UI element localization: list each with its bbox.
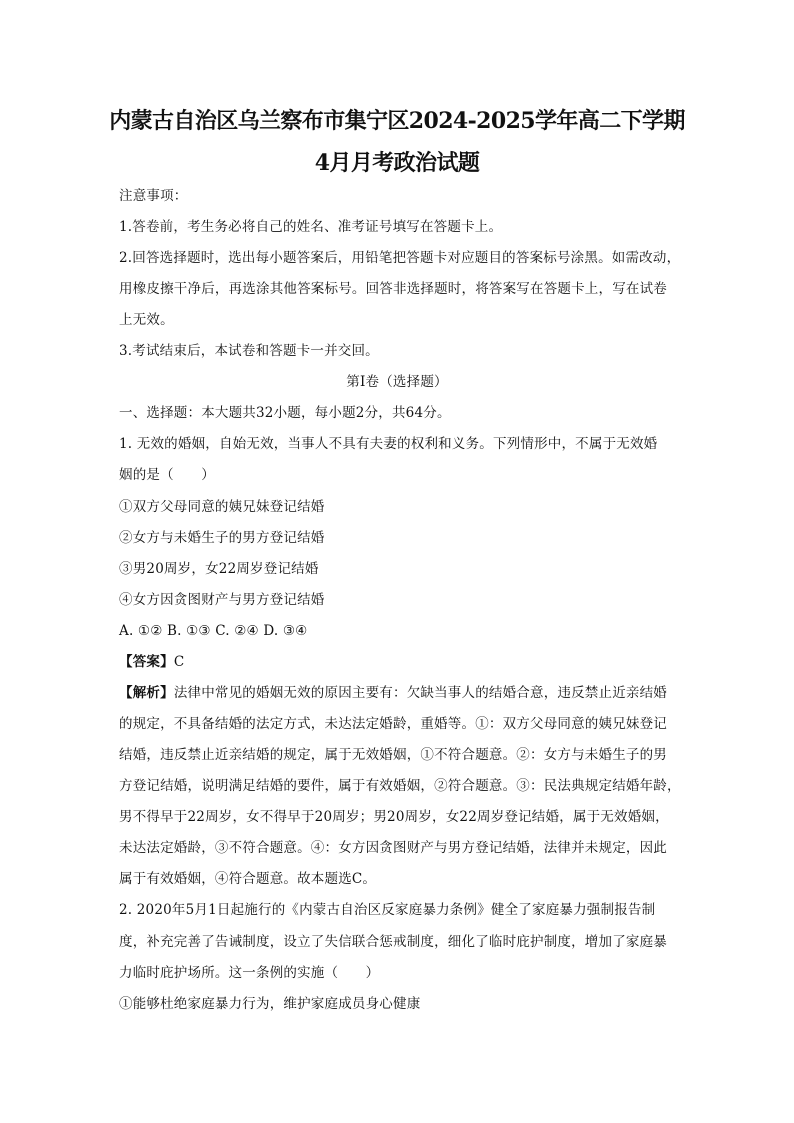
question-1-analysis-line-3: 结婚，违反禁止近亲结婚的规定，属于无效婚姻，①不符合题意。②：女方与未婚生子的男 [119, 747, 667, 763]
answer-label: 【答案】 [119, 654, 174, 670]
question-1-option-2: ②女方与未婚生子的男方登记结婚 [119, 530, 325, 546]
question-1-answer [119, 652, 184, 672]
question-1-option-3: ③男20周岁，女22周岁登记结婚 [119, 561, 319, 577]
question-1-analysis-line-4: 方登记结婚，说明满足结婚的要件，属于有效婚姻，②符合题意。③：民法典规定结婚年龄， [119, 778, 681, 794]
question-1-analysis-line-5: 男不得早于22周岁，女不得早于20周岁；男20周岁，女22周岁登记结婚，属于无效婚姻， [119, 809, 669, 825]
question-2-stem-line-1: 2. 2020年5月1日起施行的《内蒙古自治区反家庭暴力条例》健全了家庭暴力强制报告制 [119, 902, 656, 918]
analysis-label: 【解析】 [119, 685, 174, 701]
document-title-line-1: 内蒙古自治区乌兰察布市集宁区2024-2025学年高二下学期 [109, 108, 685, 134]
part-heading: 一、选择题：本大题共32小题，每小题2分，共64分。 [119, 405, 451, 421]
notice-item-1: 1.答卷前，考生务必将自己的姓名、准考证号填写在答题卡上。 [119, 219, 503, 235]
question-1-analysis-line-6: 未达法定婚龄，③不符合题意。④：女方因贪图财产与男方登记结婚，法律并未规定，因此 [119, 840, 667, 856]
notice-item-2-line-2: 用橡皮擦干净后，再选涂其他答案标号。回答非选择题时，将答案写在答题卡上，写在试卷 [119, 281, 667, 297]
question-1-analysis-line-2: 的规定，不具备结婚的法定方式，未达法定婚龄，重婚等。①：双方父母同意的姨兄妹登记 [119, 716, 667, 732]
notice-item-3: 3.考试结束后，本试卷和答题卡一并交回。 [119, 343, 379, 359]
notice-item-2-line-3: 上无效。 [119, 312, 174, 328]
question-1-stem-line-2: 姻的是（ ） [119, 467, 215, 483]
question-2-stem-line-3: 力临时庇护场所。这一条例的实施（ ） [119, 965, 380, 981]
question-1-stem-line-1: 1. 无效的婚姻，自始无效，当事人不具有夫妻的权利和义务。下列情形中，不属于无效婚 [119, 436, 658, 452]
analysis-text: 法律中常见的婚姻无效的原因主要有：欠缺当事人的结婚合意，违反禁止近亲结婚 [173, 685, 668, 701]
notice-item-2-line-1: 2.回答选择题时，选出每小题答案后，用铅笔把答题卡对应题目的答案标号涂黑。如需改动， [119, 250, 681, 266]
notice-heading: 注意事项： [119, 188, 188, 204]
question-1-analysis-line-7: 属于有效婚姻，④符合题意。故本题选C。 [119, 871, 377, 887]
question-1-option-4: ④女方因贪图财产与男方登记结婚 [119, 592, 325, 608]
question-1-option-1: ①双方父母同意的姨兄妹登记结婚 [119, 499, 325, 515]
question-1-choices: A. ①② B. ①③ C. ②④ D. ③④ [119, 623, 308, 639]
answer-value: C [173, 654, 185, 670]
question-2-option-1: ①能够杜绝家庭暴力行为，维护家庭成员身心健康 [119, 996, 421, 1012]
question-1-analysis-line-1 [119, 683, 667, 703]
section-title: 第Ⅰ卷（选择题） [346, 374, 448, 390]
document-title-line-2: 4月月考政治试题 [314, 150, 480, 176]
question-2-stem-line-2: 度，补充完善了告诫制度，设立了失信联合惩戒制度，细化了临时庇护制度，增加了家庭暴 [119, 934, 667, 950]
